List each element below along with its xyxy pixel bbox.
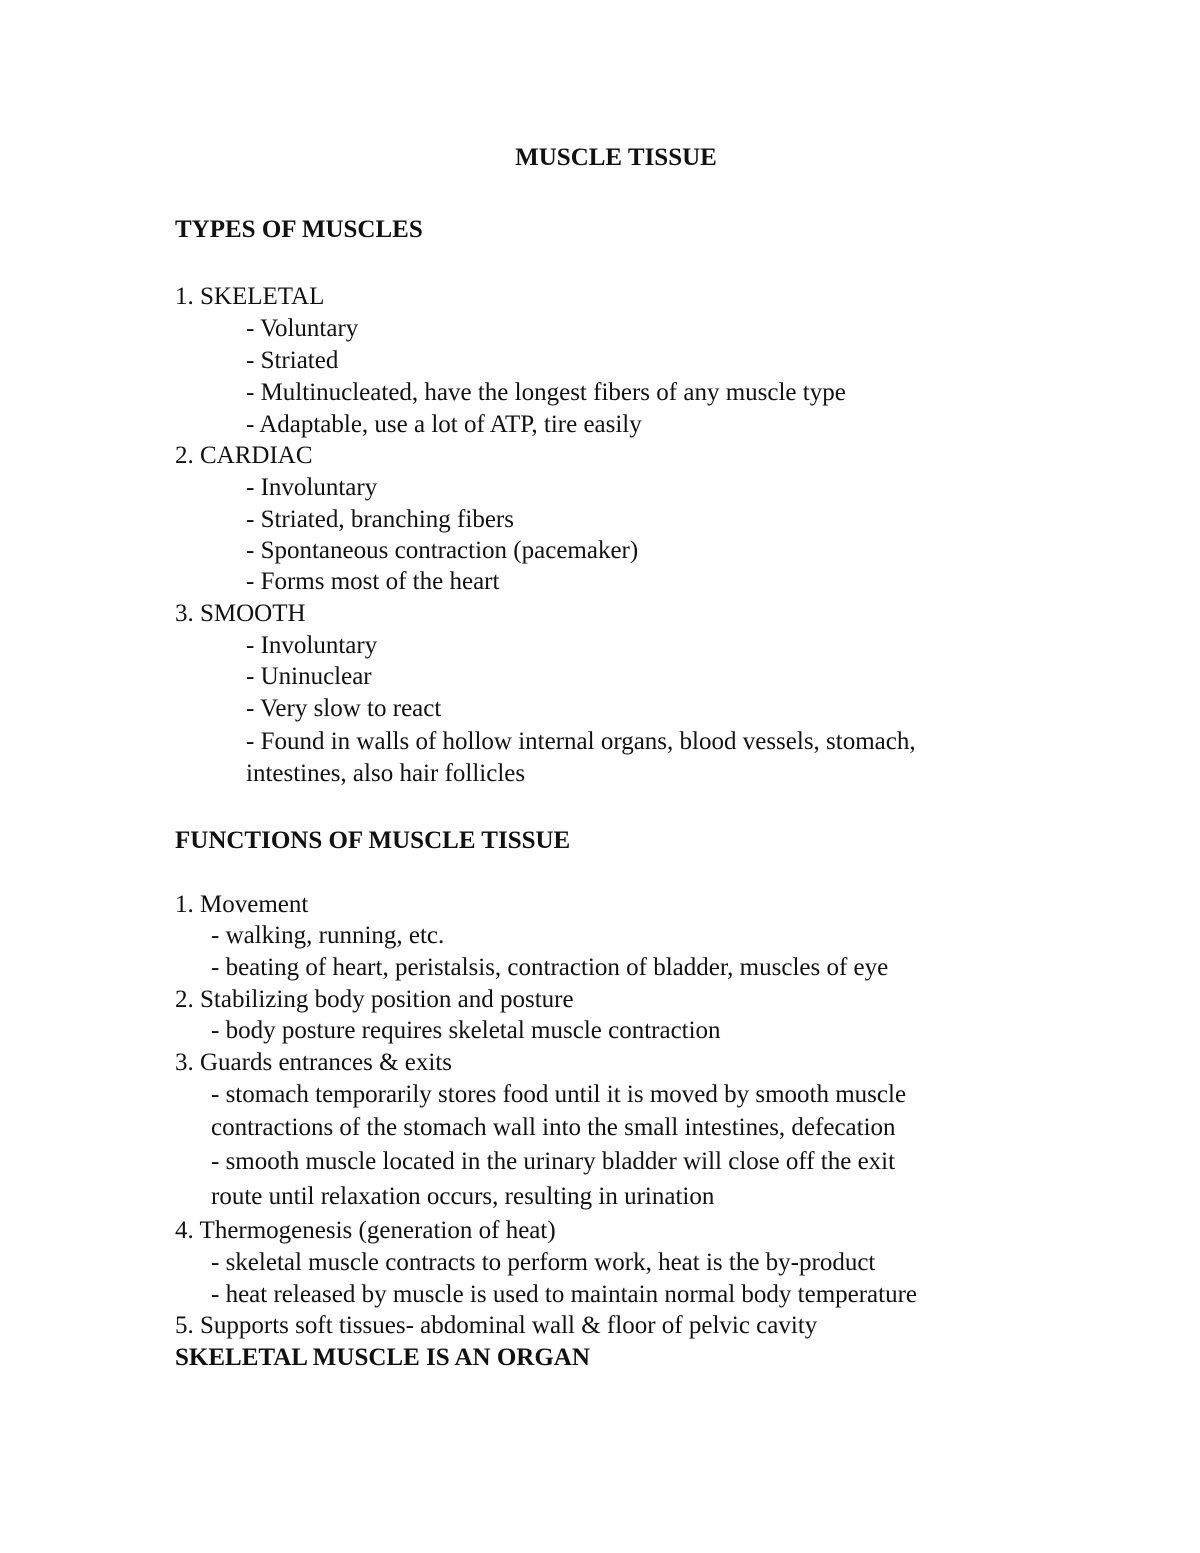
cardiac-point: - Spontaneous contraction (pacemaker) xyxy=(246,537,639,564)
function-point: - beating of heart, peristalsis, contraction of bladder, muscles of eye xyxy=(211,954,889,981)
smooth-point: - Very slow to react xyxy=(246,695,442,722)
cardiac-label: 2. CARDIAC xyxy=(175,442,313,469)
smooth-point: - Involuntary xyxy=(246,632,378,659)
functions-heading: FUNCTIONS OF MUSCLE TISSUE xyxy=(175,827,571,854)
function-point: - body posture requires skeletal muscle contraction xyxy=(211,1017,721,1044)
page-title: MUSCLE TISSUE xyxy=(515,144,717,171)
smooth-point: - Found in walls of hollow internal organs, blood vessels, stomach, xyxy=(246,728,916,755)
cardiac-point: - Forms most of the heart xyxy=(246,568,500,595)
function-supports-label: 5. Supports soft tissues- abdominal wall & floor of pelvic cavity xyxy=(175,1312,818,1339)
function-point: - walking, running, etc. xyxy=(211,922,445,949)
function-guards-label: 3. Guards entrances & exits xyxy=(175,1049,453,1076)
function-thermogenesis-label: 4. Thermogenesis (generation of heat) xyxy=(175,1217,556,1244)
skeletal-point: - Voluntary xyxy=(246,315,359,342)
skeletal-point: - Adaptable, use a lot of ATP, tire easily xyxy=(246,411,642,438)
cardiac-point: - Striated, branching fibers xyxy=(246,506,514,533)
function-point-continuation: contractions of the stomach wall into the small intestines, defecation xyxy=(211,1114,896,1141)
smooth-point: - Uninuclear xyxy=(246,663,372,690)
function-point: - stomach temporarily stores food until it is moved by smooth muscle xyxy=(211,1081,907,1108)
function-point: - skeletal muscle contracts to perform work, heat is the by-product xyxy=(211,1249,876,1276)
skeletal-point: - Striated xyxy=(246,347,339,374)
function-point-continuation: route until relaxation occurs, resulting in urination xyxy=(211,1183,715,1210)
organ-heading: SKELETAL MUSCLE IS AN ORGAN xyxy=(175,1344,590,1371)
skeletal-point: - Multinucleated, have the longest fibers of any muscle type xyxy=(246,379,846,406)
skeletal-label: 1. SKELETAL xyxy=(175,283,325,310)
function-movement-label: 1. Movement xyxy=(175,891,309,918)
function-point: - heat released by muscle is used to maintain normal body temperature xyxy=(211,1281,918,1308)
smooth-label: 3. SMOOTH xyxy=(175,600,306,627)
types-heading: TYPES OF MUSCLES xyxy=(175,216,423,243)
smooth-point-continuation: intestines, also hair follicles xyxy=(246,760,526,787)
cardiac-point: - Involuntary xyxy=(246,474,378,501)
function-stabilizing-label: 2. Stabilizing body position and posture xyxy=(175,986,574,1013)
function-point: - smooth muscle located in the urinary bladder will close off the exit xyxy=(211,1148,896,1175)
